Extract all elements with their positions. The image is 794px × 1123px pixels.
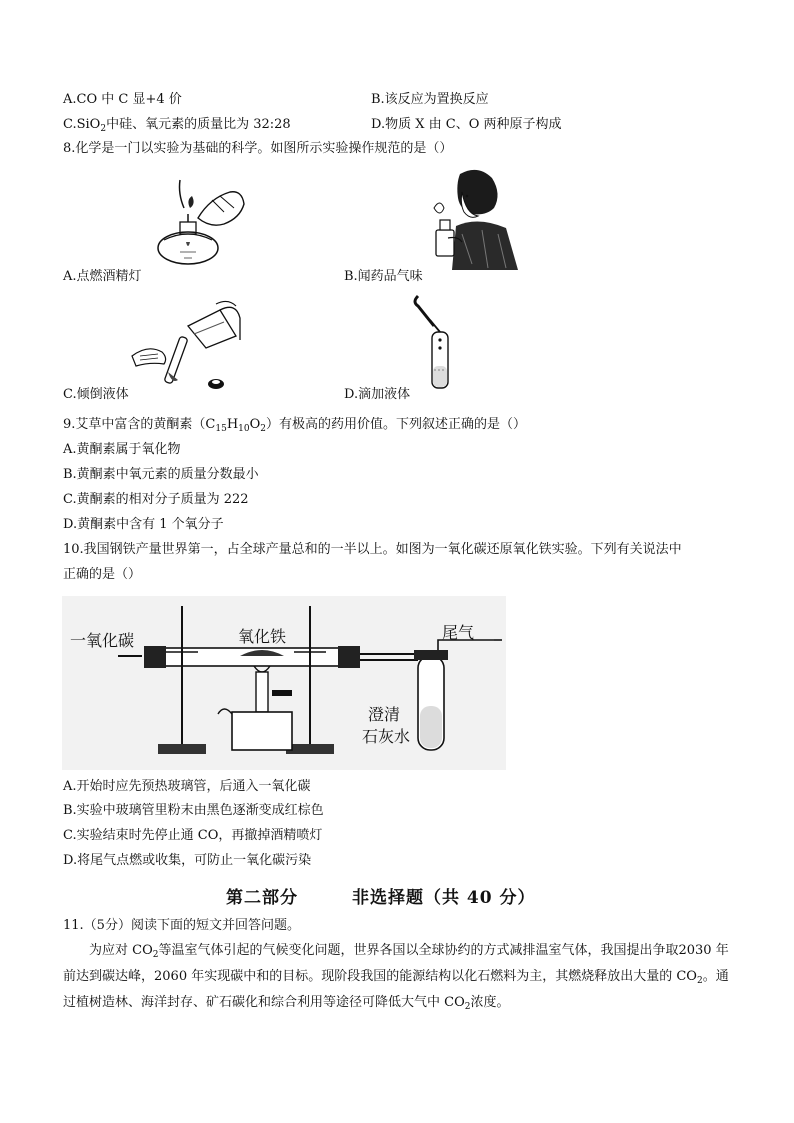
q7-option-c-text: C.SiO (63, 117, 101, 132)
q11-stem: 11.（5分）阅读下面的短文并回答问题。 (63, 918, 300, 933)
q8-option-b: B.闻药品气味 (344, 269, 423, 284)
q9-option-d: D.黄酮素中含有 1 个氧分子 (63, 517, 224, 532)
subscript: 15 (215, 424, 227, 434)
q10-option-d: D.将尾气点燃或收集，可防止一氧化碳污染 (63, 853, 312, 868)
passage-text: 。通过植树造林、海洋封存、矿石碳化和综合利用等途径可降低大气中 CO (63, 969, 729, 1010)
q8-option-a: A.点燃酒精灯 (63, 269, 142, 284)
q9-stem-text: 9.艾草中富含的黄酮素（C (63, 417, 216, 432)
q8-option-d: D.滴加液体 (344, 387, 411, 402)
co-reduction-apparatus-image (62, 596, 506, 770)
q7-option-b: B.该反应为置换反应 (371, 92, 489, 107)
passage-text: 等温室气体引起的气候变化问题，世界各国以全球协约的方式减排温室气体，我国提出争取2030 年前达到碳达峰，2060 年实现碳中和的目标。现阶段我国的能源结构以化石燃料为主，其燃烧释放出大量的 CO (63, 943, 729, 984)
q11-passage (63, 940, 733, 1018)
smelling-reagent-image (426, 164, 522, 270)
q7-option-d: D.物质 X 由 C、O 两种原子构成 (371, 117, 562, 132)
label-iron-oxide: 氧化铁 (238, 627, 287, 646)
subscript: 2 (152, 950, 159, 960)
passage-text: 浓度。 (470, 995, 510, 1010)
label-exhaust-gas: 尾气 (442, 623, 475, 642)
formula-part: O (249, 417, 261, 432)
q10-option-c: C.实验结束时先停止通 CO，再撤掉酒精喷灯 (63, 828, 323, 843)
passage-text: 为应对 CO (89, 943, 153, 958)
dropping-liquid-image (412, 292, 462, 392)
q8-option-c: C.倾倒液体 (63, 387, 129, 402)
q7-option-c (63, 116, 291, 138)
q7-option-a: A.CO 中 C 显+4 价 (63, 92, 182, 107)
label-clear: 澄清 (368, 705, 401, 724)
alcohol-lamp-lighting-image (150, 178, 250, 270)
q10-option-a: A.开始时应先预热玻璃管，后通入一氧化碳 (63, 779, 311, 794)
q9-option-a: A.黄酮素属于氧化物 (63, 442, 181, 457)
pouring-liquid-image (128, 300, 246, 392)
q7-option-c-text-rest: 中硅、氧元素的质量比为 32:28 (106, 117, 291, 132)
q10-option-b: B.实验中玻璃管里粉末由黑色逐渐变成红棕色 (63, 803, 324, 818)
q9-stem-text-rest: ）有极高的药用价值。下列叙述正确的是（） (266, 417, 527, 432)
subscript: 2 (464, 1002, 471, 1012)
subscript: 2 (260, 424, 267, 434)
subscript: 2 (100, 124, 107, 134)
label-carbon-monoxide: 一氧化碳 (70, 631, 135, 650)
part-two-heading: 第二部分 非选择题（共 40 分） (226, 888, 536, 908)
q9-stem (63, 416, 526, 438)
formula-part: H (226, 417, 239, 432)
q10-stem-line2: 正确的是（） (63, 567, 142, 582)
subscript: 2 (696, 976, 703, 986)
q8-stem: 8.化学是一门以实验为基础的科学。如图所示实验操作规范的是（） (63, 141, 453, 156)
subscript: 10 (238, 424, 250, 434)
q9-option-c: C.黄酮素的相对分子质量为 222 (63, 492, 249, 507)
q9-option-b: B.黄酮素中氧元素的质量分数最小 (63, 467, 259, 482)
q10-stem-line1: 10.我国钢铁产量世界第一，占全球产量总和的一半以上。如图为一氧化碳还原氧化铁实验。下列有关说法中 (63, 542, 682, 557)
label-limewater: 石灰水 (362, 727, 411, 746)
